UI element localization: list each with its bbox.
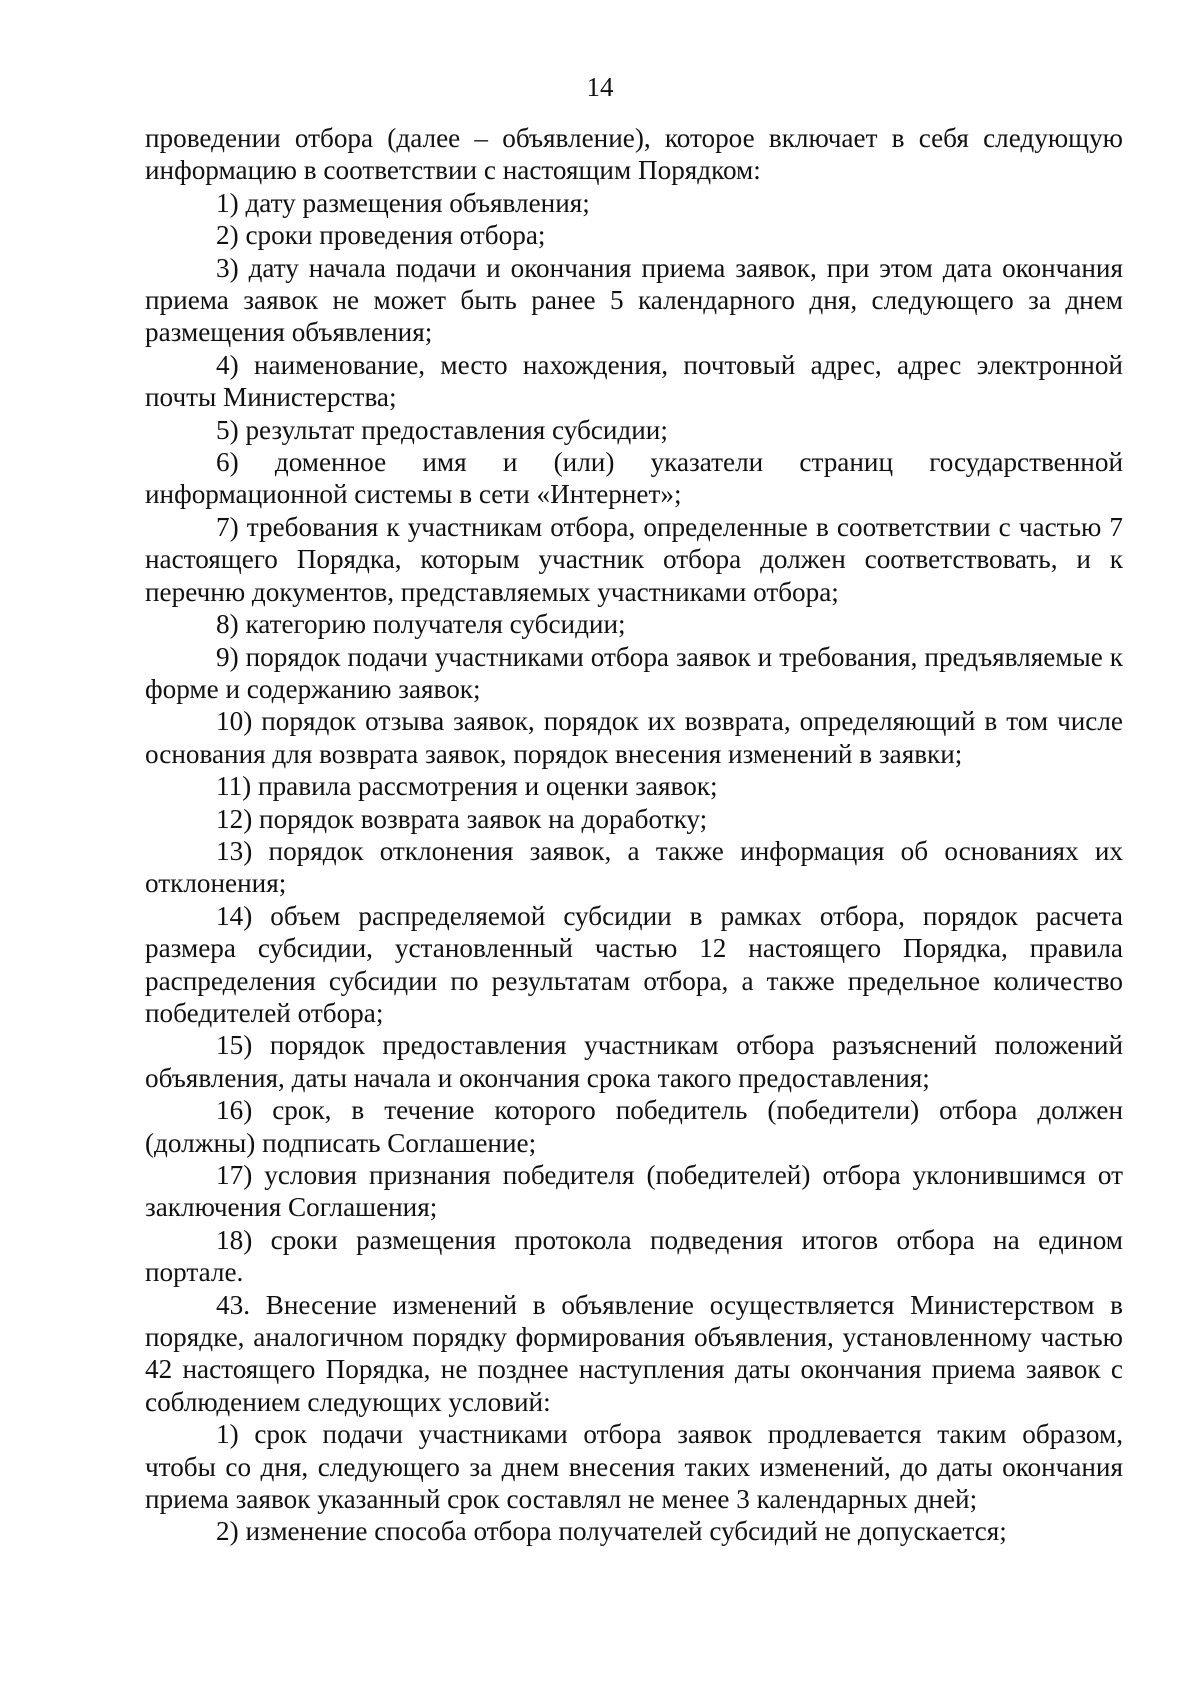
paragraph: 10) порядок отзыва заявок, порядок их возврата, определяющий в том числе основания для возврата заявок, порядок внесения изменений в заявки; <box>145 706 1123 769</box>
paragraph: 14) объем распределяемой субсидии в рамках отбора, порядок расчета размера субсидии, установленный частью 12 настоящего Порядка, правила распределения субсидии по результатам отбора, а также предельное количество победителей отбора; <box>145 900 1123 1028</box>
paragraph: 4) наименование, место нахождения, почтовый адрес, адрес электронной почты Министерства; <box>145 349 1123 413</box>
document-body <box>145 122 1123 1548</box>
paragraph: 8) категорию получателя субсидии; <box>216 609 626 640</box>
paragraph: 15) порядок предоставления участникам отбора разъяснений положений объявления, даты начала и окончания срока такого предоставления; <box>145 1030 1123 1093</box>
paragraph: 9) порядок подачи участниками отбора заявок и требования, предъявляемые к форме и содержанию заявок; <box>145 641 1123 704</box>
paragraph: 16) срок, в течение которого победитель (победители) отбора должен (должны) подписать Соглашение; <box>145 1095 1123 1158</box>
paragraph: 43. Внесение изменений в объявление осуществляется Министерством в порядке, аналогичном порядку формирования объявления, установленному частью 42 настоящего Порядка, не позднее наступления даты окончания приема заявок с соблюдением следующих условий: <box>145 1289 1123 1417</box>
paragraph: 13) порядок отклонения заявок, а также информация об основаниях их отклонения; <box>145 835 1123 899</box>
paragraph: 6) доменное имя и (или) указатели страниц государственной информационной системы в сети «Интернет»; <box>145 447 1123 510</box>
page-number: 14 <box>586 72 614 102</box>
paragraph: 2) сроки проведения отбора; <box>216 220 546 251</box>
paragraph: 3) дату начала подачи и окончания приема заявок, при этом дата окончания приема заявок не может быть ранее 5 календарного дня, следующего за днем размещения объявления; <box>145 252 1123 348</box>
paragraph: 18) сроки размещения протокола подведения итогов отбора на едином портале. <box>145 1224 1123 1288</box>
paragraph: 2) изменение способа отбора получателей субсидий не допускается; <box>216 1516 1007 1547</box>
paragraph: 17) условия признания победителя (победителей) отбора уклонившимся от заключения Соглашения; <box>145 1160 1123 1223</box>
paragraph: 5) результат предоставления субсидии; <box>216 414 668 445</box>
paragraph: 12) порядок возврата заявок на доработку; <box>216 803 708 834</box>
paragraph: 11) правила рассмотрения и оценки заявок; <box>216 771 718 802</box>
paragraph: 1) дату размещения объявления; <box>216 187 590 218</box>
paragraph: 7) требования к участникам отбора, определенные в соответствии с частью 7 настоящего Порядка, которым участник отбора должен соответствовать, и к перечню документов, представляемых участниками отбора; <box>145 511 1123 607</box>
paragraph: 1) срок подачи участниками отбора заявок продлевается таким образом, чтобы со дня, следующего за днем внесения таких изменений, до даты окончания приема заявок указанный срок составлял не менее 3 календарных дней; <box>145 1419 1123 1515</box>
paragraph: проведении отбора (далее – объявление), которое включает в себя следующую информацию в соответствии с настоящим Порядком: <box>145 123 1123 186</box>
